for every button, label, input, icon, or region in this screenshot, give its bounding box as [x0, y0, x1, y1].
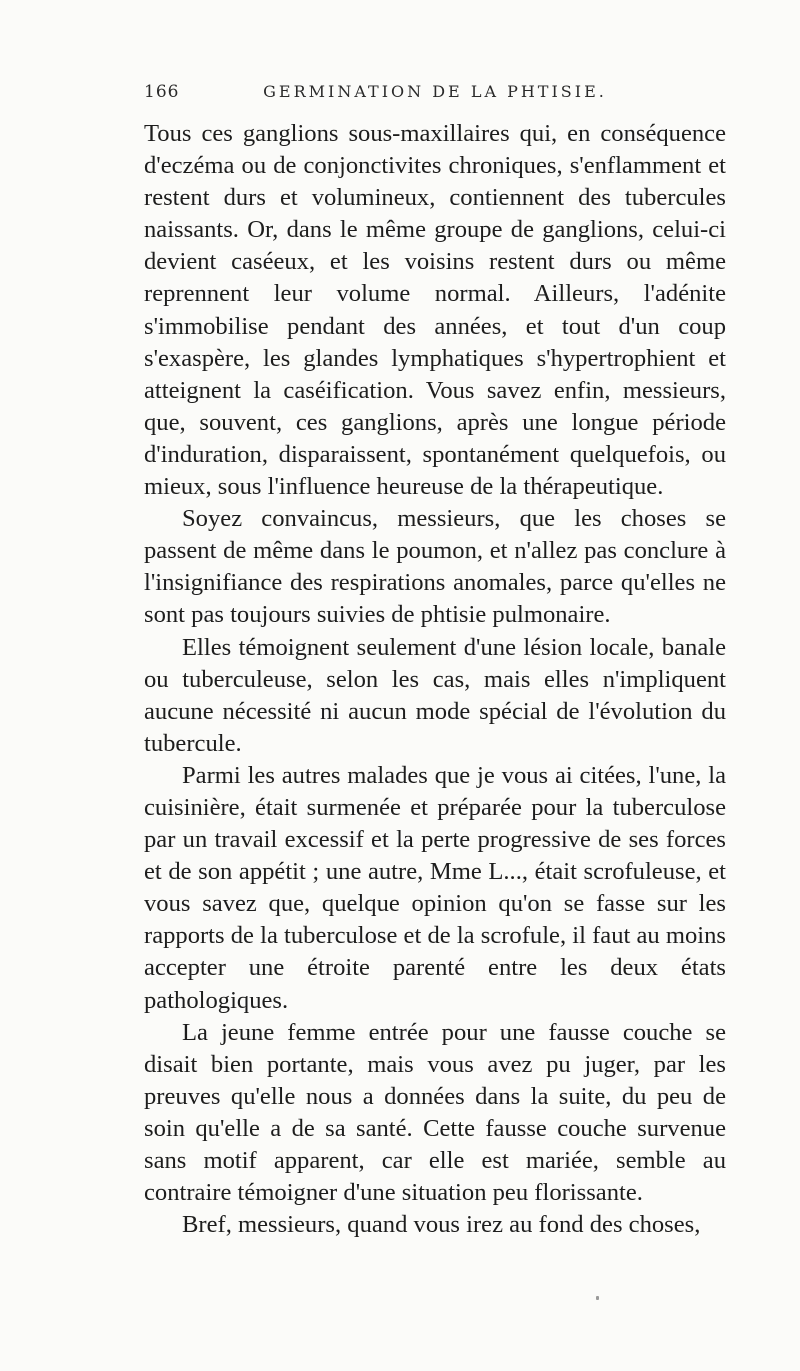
paragraph: La jeune femme entrée pour une fausse couche se disait bien portante, mais vous avez pu juger, par les preuves qu'elle nous a données dans la suite, du peu de soin qu'elle a de sa santé. Cette fausse couche survenue sans motif apparent, car elle est mariée, semble au contraire témoigner d'une situation peu florissante. [144, 1018, 726, 1207]
paragraph: Parmi les autres malades que je vous ai citées, l'une, la cuisinière, était surmenée et préparée pour la tuberculose par un travail excessif et la perte progressive de ses forces et de son appétit ; une autre, Mme L..., était scrofuleuse, et vous savez que, quelque opinion qu'on se fasse sur les rapports de la tuberculose et de la scrofule, il faut au moins accepter une étroite parenté entre les deux états pathologiques. [144, 761, 726, 1014]
paragraph-continued: Tous ces ganglions sous-maxillaires qui, en conséquence d'eczéma ou de conjonctivites chroniques, s'enflamment et restent durs et volumineux, contiennent des tubercules naissants. Or, dans le même groupe de ganglions, celui-ci devient caséeux, et les voisins restent durs ou même reprennent leur volume normal. Ailleurs, l'adénite s'immobilise pendant des années, et tout d'un coup s'exaspère, les glandes lymphatiques s'hypertrophient et atteignent la caséification. Vous savez enfin, messieurs, que, souvent, ces ganglions, après une longue période d'induration, disparaissent, spontanément quelquefois, ou mieux, sous l'influence heureuse de la thérapeutique. [144, 120, 726, 501]
paragraph-unfinished: Bref, messieurs, quand vous irez au fond des choses, [182, 1211, 701, 1239]
ink-speck [596, 1296, 599, 1300]
page-header [144, 82, 726, 106]
page-number: 166 [144, 82, 180, 102]
paragraph: Soyez convaincus, messieurs, que les choses se passent de même dans le poumon, et n'allez pas conclure à l'insignifiance des respirations anomales, parce qu'elles ne sont pas toujours suivies de phtisie pulmonaire. [144, 505, 726, 629]
running-title: GERMINATION DE LA PHTISIE. [263, 82, 607, 101]
paragraph: Elles témoignent seulement d'une lésion locale, banale ou tuberculeuse, selon les cas, mais elles n'impliquent aucune nécessité ni aucun mode spécial de l'évolution du tubercule. [144, 633, 726, 757]
body-text [144, 118, 726, 1241]
